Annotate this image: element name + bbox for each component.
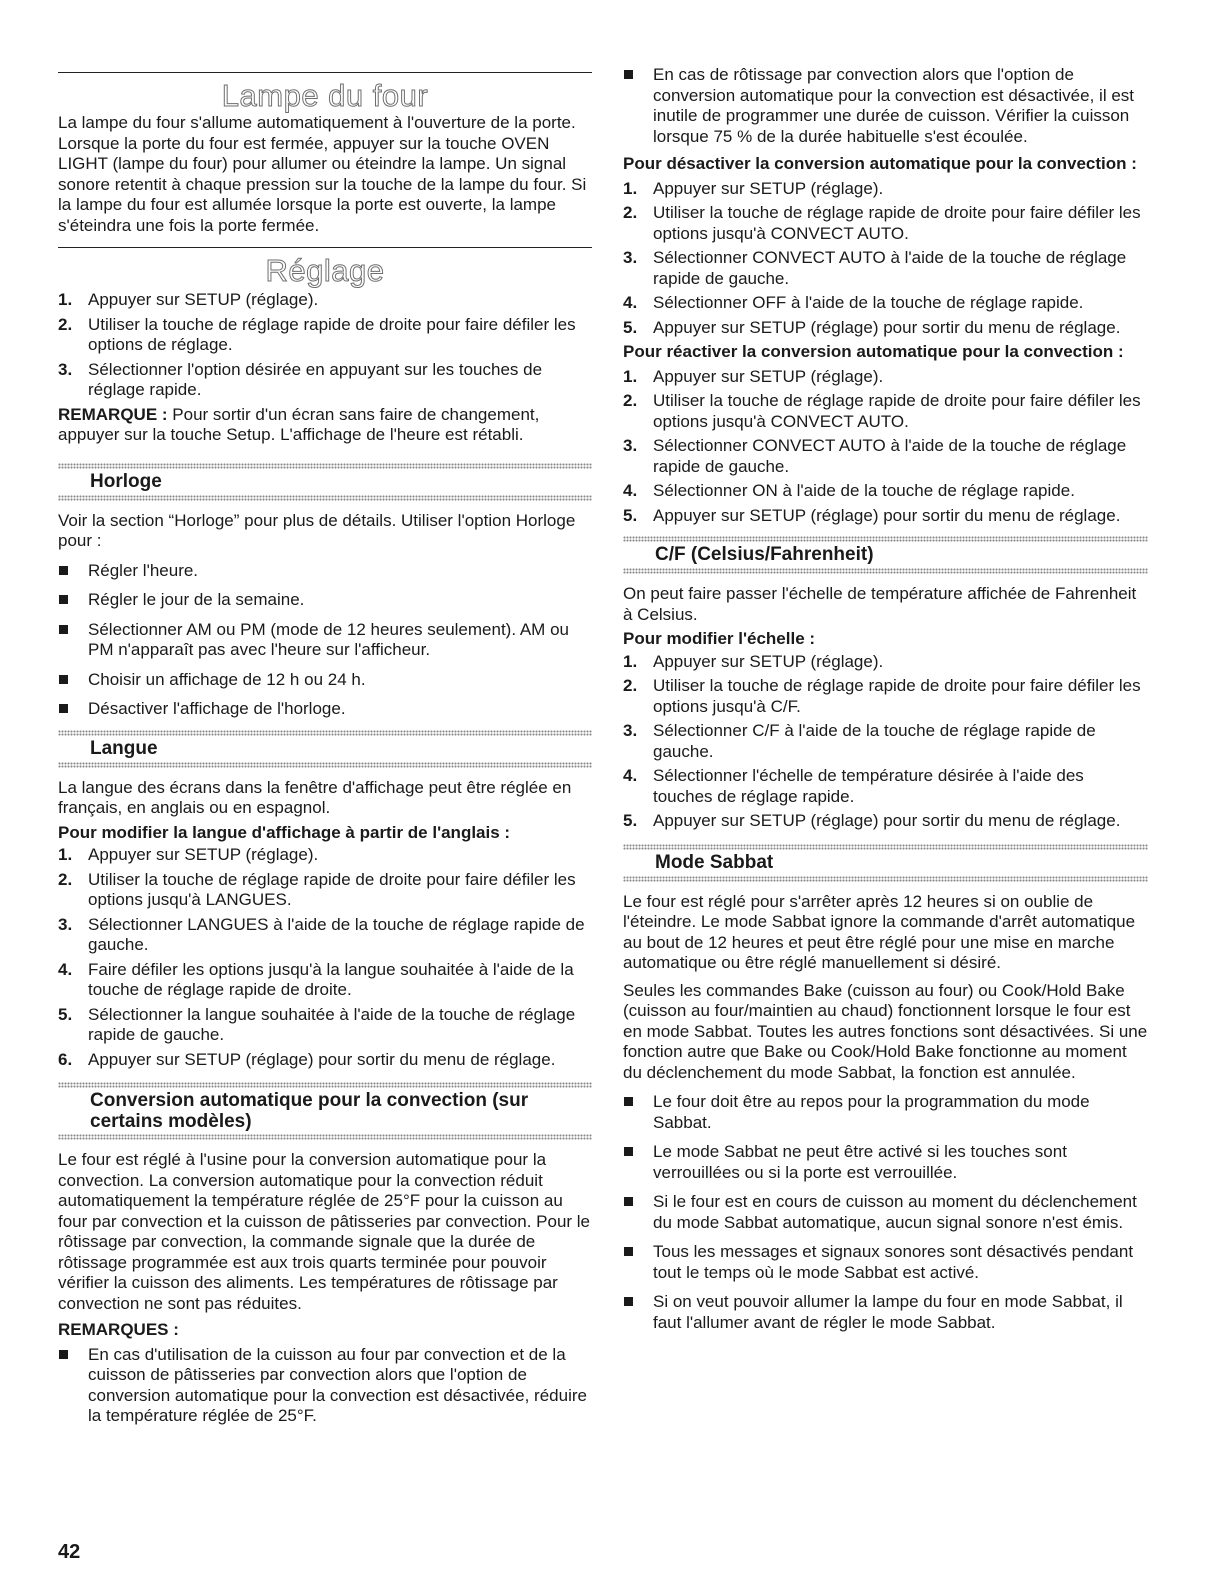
list-item: 1. Appuyer sur SETUP (réglage). [58, 845, 319, 864]
convection-title: Conversion automatique pour la convection (sur certains modèles) [90, 1090, 529, 1132]
list-item: 3. Sélectionner C/F à l'aide de la touche de réglage rapide de gauche. [623, 721, 1096, 761]
setup-title: Réglage [265, 253, 385, 288]
language-title: Langue [90, 737, 158, 759]
list-item: 1. Appuyer sur SETUP (réglage). [623, 651, 884, 671]
convection-notes-continued [623, 65, 1148, 147]
list-item: 6. Appuyer sur SETUP (réglage) pour sortir du menu de réglage. [58, 1049, 556, 1069]
list-item: En cas de rôtissage par convection alors que l'option de conversion automatique pour la convection est désactivée, il est inutile de programmer une durée de cuisson. Vérifier la cuisson lorsque 75 % de la durée habituelle s'est écoulée. [623, 65, 1148, 147]
page-number: 42 [58, 1541, 81, 1563]
list-item: 3. Sélectionner CONVECT AUTO à l'aide de la touche de réglage rapide de gauche. [623, 248, 1127, 288]
list-item: Le mode Sabbat ne peut être activé si les touches sont verrouillées ou si la porte est verrouillée. [623, 1142, 1148, 1183]
list-item: Si on veut pouvoir allumer la lampe du four en mode Sabbat, il faut l'allumer avant de régler le mode Sabbat. [623, 1292, 1148, 1333]
clock-title: Horloge [90, 470, 162, 492]
list-item: 5. Appuyer sur SETUP (réglage) pour sortir du menu de réglage. [623, 317, 1121, 337]
list-item: 3. Sélectionner l'option désirée en appuyant sur les touches de réglage rapide. [58, 359, 543, 399]
list-item: 1. Appuyer sur SETUP (réglage). [623, 366, 884, 386]
sabbath-title: Mode Sabbat [655, 851, 774, 873]
convection-header [58, 1082, 592, 1140]
list-item: 3. Sélectionner LANGUES à l'aide de la touche de réglage rapide de gauche. [58, 914, 585, 954]
disable-steps [623, 179, 1148, 339]
sabbath-header [623, 844, 1148, 882]
convection-notes-label: REMARQUES : [58, 1320, 179, 1339]
list-item: 1. Appuyer sur SETUP (réglage). [623, 178, 884, 198]
section-rule [58, 72, 592, 73]
list-item: Si le four est en cours de cuisson au moment du déclenchement du mode Sabbat automatique, aucun signal sonore n'est émis. [623, 1192, 1148, 1233]
clock-intro: Voir la section “Horloge” pour plus de détails. Utiliser l'option Horloge pour : [58, 510, 576, 550]
disable-heading: Pour désactiver la conversion automatique pour la convection : [623, 154, 1137, 173]
list-item: Le four doit être au repos pour la programmation du mode Sabbat. [623, 1092, 1148, 1133]
oven-lamp-title: Lampe du four [221, 78, 429, 113]
list-item: 4. Sélectionner OFF à l'aide de la touche de réglage rapide. [623, 293, 1084, 312]
language-intro: La langue des écrans dans la fenêtre d'affichage peut être réglée en français, en anglais ou en espagnol. [58, 777, 572, 817]
list-item: Régler le jour de la semaine. [58, 590, 592, 611]
list-item: 1. Appuyer sur SETUP (réglage). [58, 290, 319, 309]
list-item: 2. Utiliser la touche de réglage rapide de droite pour faire défiler les options jusqu'à C/F. [623, 676, 1141, 716]
list-item: Sélectionner AM ou PM (mode de 12 heures seulement). AM ou PM n'apparaît pas avec l'heure sur l'afficheur. [58, 620, 592, 661]
setup-steps [58, 290, 592, 401]
cf-steps [623, 652, 1148, 832]
enable-heading: Pour réactiver la conversion automatique pour la convection : [623, 342, 1124, 361]
list-item: 5. Appuyer sur SETUP (réglage) pour sortir du menu de réglage. [623, 811, 1121, 830]
list-item: Désactiver l'affichage de l'horloge. [58, 699, 592, 720]
clock-header [58, 463, 592, 501]
sabbath-p2: Seules les commandes Bake (cuisson au four) ou Cook/Hold Bake (cuisson au four/maintien au chaud) fonctionnent lorsque le four est en mode Sabbat. Toutes les autres fonctions sont désactivées. Si une fonction autre que Bake ou Cook/Hold Bake fonctionne au moment du déclenchement du mode Sabbat, la fonction est annulée. [623, 980, 1148, 1082]
cf-title: C/F (Celsius/Fahrenheit) [655, 544, 874, 565]
convection-text: Le four est réglé à l'usine pour la conversion automatique pour la convection. La conversion automatique pour la convection réduit automatiquement la température réglée de 25°F pour la cuisson au four par convection et la cuisson de pâtisseries par convection. Pour le rôtissage par convection, la commande signale que la durée de rôtissage programmée est aux trois quarts terminée pour pouvoir vérifier la cuisson des aliments. Les températures de rôtissage par convection ne sont pas réduites. [58, 1150, 591, 1313]
cf-header [623, 536, 1148, 574]
list-item: 2. Utiliser la touche de réglage rapide de droite pour faire défiler les options jusqu'à CONVECT AUTO. [623, 391, 1141, 431]
list-item: 4. Sélectionner l'échelle de température désirée à l'aide des touches de réglage rapide. [623, 766, 1084, 806]
section-rule [58, 247, 592, 248]
list-item: En cas d'utilisation de la cuisson au four par convection et de la cuisson de pâtisseries par convection alors que l'option de conversion automatique pour la convection est désactivée, réduire la température réglée de 25°F. [58, 1345, 592, 1427]
list-item: 5. Appuyer sur SETUP (réglage) pour sortir du menu de réglage. [623, 505, 1121, 525]
cf-intro: On peut faire passer l'échelle de température affichée de Fahrenheit à Celsius. [623, 584, 1137, 624]
left-column [58, 62, 592, 1436]
clock-list [58, 561, 592, 720]
list-item: 2. Utiliser la touche de réglage rapide de droite pour faire défiler les options jusqu'à LANGUES. [58, 869, 576, 909]
enable-steps [623, 367, 1148, 527]
oven-lamp-text: La lampe du four s'allume automatiquement à l'ouverture de la porte. Lorsque la porte du four est fermée, appuyer sur la touche OVEN LIGHT (lampe du four) pour allumer ou éteindre la lampe. Un signal sonore retentit à chaque pression sur la touche de la lampe du four. Si la lampe du four est allumée lorsque la porte est ouverte, la lampe s'éteindra une fois la porte fermée. [58, 113, 587, 235]
right-column [623, 62, 1148, 1342]
list-item: 4. Faire défiler les options jusqu'à la langue souhaitée à l'aide de la touche de réglage rapide de droite. [58, 959, 574, 999]
language-steps [58, 845, 592, 1070]
convection-notes [58, 1345, 592, 1427]
list-item: Régler l'heure. [58, 561, 592, 582]
list-item: 4. Sélectionner ON à l'aide de la touche de réglage rapide. [623, 481, 1075, 500]
list-item: 3. Sélectionner CONVECT AUTO à l'aide de la touche de réglage rapide de gauche. [623, 436, 1127, 476]
list-item: Choisir un affichage de 12 h ou 24 h. [58, 670, 592, 691]
list-item: 5. Sélectionner la langue souhaitée à l'aide de la touche de réglage rapide de gauche. [58, 1004, 576, 1044]
setup-note: REMARQUE : Pour sortir d'un écran sans faire de changement, appuyer sur la touche Setup. L'affichage de l'heure est rétabli. [58, 404, 540, 444]
list-item: 2. Utiliser la touche de réglage rapide de droite pour faire défiler les options de réglage. [58, 314, 576, 354]
cf-heading: Pour modifier l'échelle : [623, 629, 816, 648]
sabbath-list [623, 1092, 1148, 1333]
language-header [58, 730, 592, 768]
language-heading: Pour modifier la langue d'affichage à partir de l'anglais : [58, 822, 511, 842]
list-item: Tous les messages et signaux sonores sont désactivés pendant tout le temps où le mode Sabbat est activé. [623, 1242, 1148, 1283]
list-item: 2. Utiliser la touche de réglage rapide de droite pour faire défiler les options jusqu'à CONVECT AUTO. [623, 203, 1141, 243]
sabbath-p1: Le four est réglé pour s'arrêter après 12 heures si on oublie de l'éteindre. Le mode Sabbat ignore la commande d'arrêt automatique au bout de 12 heures et peut être réglé pour une mise en marche automatique ou être réglé manuellement si désiré. [623, 891, 1136, 972]
